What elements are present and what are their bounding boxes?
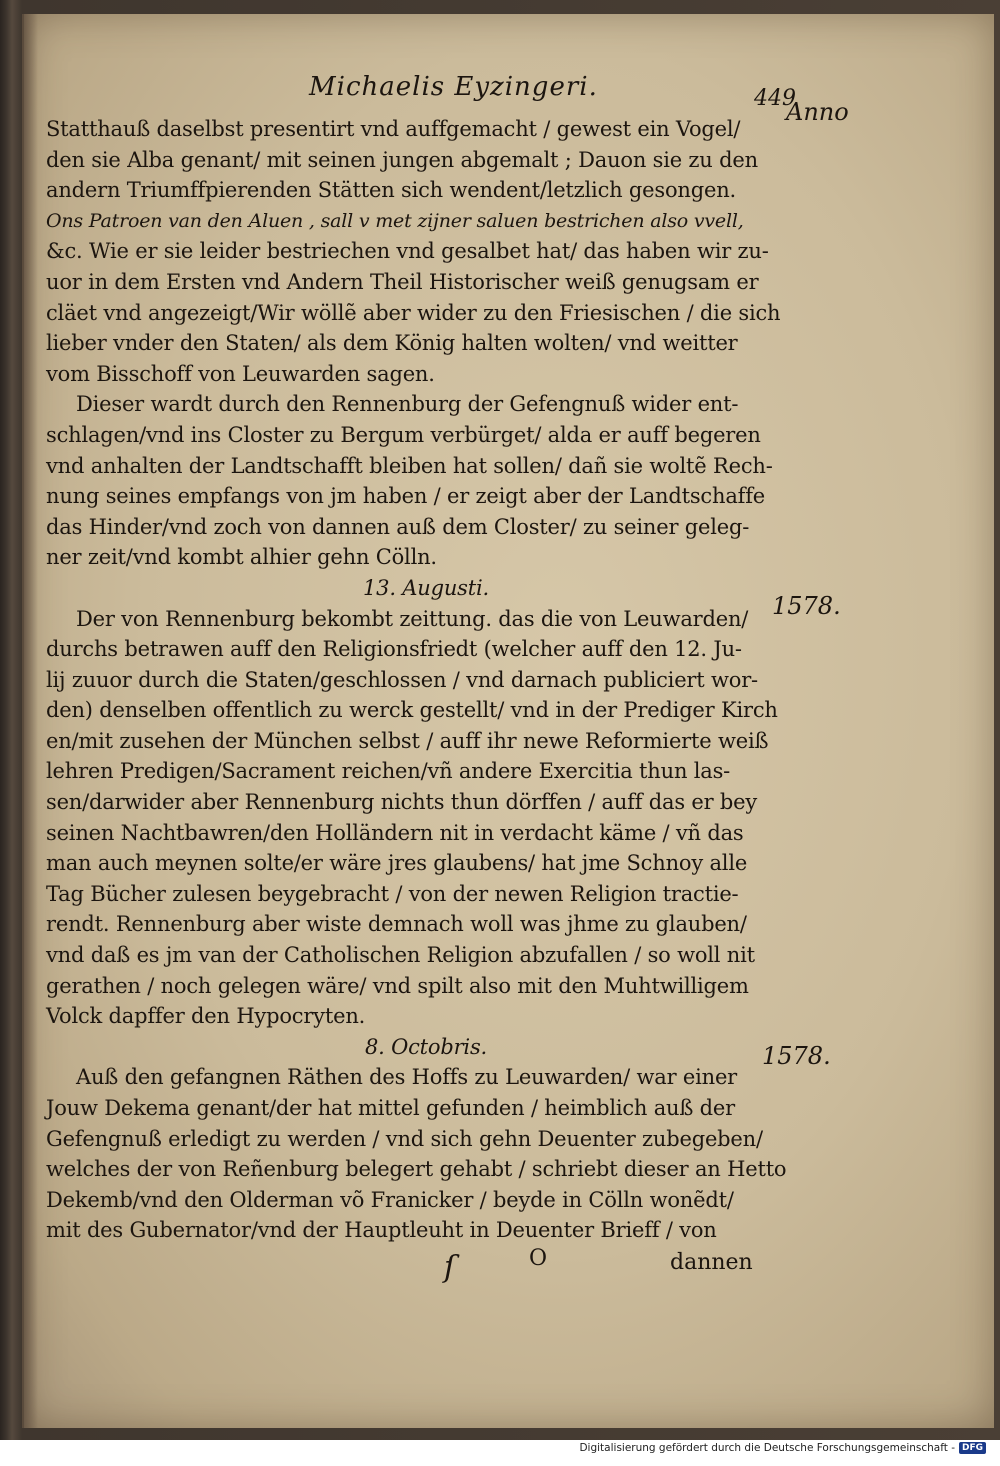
margin-note-year-2: 1578. xyxy=(762,1042,831,1070)
text-line: den sie Alba genant/ mit seinen jungen abgemalt ; Dauon sie zu den xyxy=(46,147,758,172)
text-line: ner zeit/vnd kombt alhier gehn Cölln. xyxy=(46,545,437,570)
ink-mark: ſ xyxy=(444,1250,456,1285)
text-line: lieber vnder den Staten/ als dem König halten wolten/ vnd weitter xyxy=(46,331,738,356)
text-line: lehren Predigen/Sacrament reichen/vñ andere Exercitia thun las- xyxy=(46,759,731,784)
running-head: Michaelis Eyzingeri. xyxy=(309,72,598,102)
text-line: Der von Rennenburg bekombt zeittung. das die von Leuwarden/ xyxy=(76,606,749,631)
text-line: vom Bisschoff von Leuwarden sagen. xyxy=(46,361,435,386)
margin-note-anno: Anno xyxy=(786,98,849,126)
text-line: vnd daß es jm van der Catholischen Religion abzufallen / so woll nit xyxy=(46,943,755,968)
credit-text: Digitalisierung gefördert durch die Deutsche Forschungsgemeinschaft - xyxy=(579,1442,955,1454)
text-line: nung seines empfangs von jm haben / er zeigt aber der Landtschaffe xyxy=(46,484,766,509)
date-heading: 13. Augusti. xyxy=(363,575,489,600)
text-line: en/mit zusehen der München selbst / auff ihr newe Reformierte weiß xyxy=(46,728,769,753)
page-number: 449 xyxy=(754,86,796,111)
text-line: uor in dem Ersten vnd Andern Theil Historischer weiß genugsam er xyxy=(46,269,759,294)
text-line: schlagen/vnd ins Closter zu Bergum verbürget/ alda er auff begeren xyxy=(46,422,761,447)
book-page xyxy=(22,14,994,1428)
text-line: durchs betrawen auff den Religionsfriedt (welcher auff den 12. Ju- xyxy=(46,637,742,662)
text-line: Gefengnuß erledigt zu werden / vnd sich gehn Deuenter zubegeben/ xyxy=(46,1126,763,1151)
dfg-logo: DFG xyxy=(959,1442,986,1454)
text-line: vnd anhalten der Landtschafft bleiben hat sollen/ dañ sie woltẽ Rech- xyxy=(46,453,773,478)
text-line: seinen Nachtbawren/den Holländern nit in verdacht käme / vñ das xyxy=(46,820,744,845)
text-line: sen/darwider aber Rennenburg nichts thun dörffen / auff das er bey xyxy=(46,790,758,815)
text-line: Tag Bücher zulesen beygebracht / von der newen Religion tractie- xyxy=(46,881,739,906)
text-line: lij zuuor durch die Staten/geschlossen / vnd darnach publiciert wor- xyxy=(46,667,758,692)
digitization-credit xyxy=(579,1442,986,1454)
text-line: Auß den gefangnen Räthen des Hoffs zu Leuwarden/ war einer xyxy=(76,1065,738,1090)
text-line: Volck dapffer den Hypocryten. xyxy=(46,1004,366,1029)
body-text xyxy=(46,114,806,1246)
text-line: Statthauß daselbst presentirt vnd auffgemacht / gewest ein Vogel/ xyxy=(46,117,741,141)
text-line: das Hinder/vnd zoch von dannen auß dem Closter/ zu seiner geleg- xyxy=(46,514,750,539)
margin-note-year-1: 1578. xyxy=(772,592,841,620)
signature-mark: O xyxy=(529,1246,548,1271)
date-heading: 8. Octobris. xyxy=(364,1034,488,1059)
page-gutter-shadow xyxy=(24,14,38,1428)
text-line: rendt. Rennenburg aber wiste demnach woll was jhme zu glauben/ xyxy=(46,912,747,937)
text-line: Jouw Dekema genant/der hat mittel gefunden / heimblich auß der xyxy=(46,1096,735,1120)
text-line: gerathen / noch gelegen wäre/ vnd spilt also mit den Muhtwilligem xyxy=(46,973,749,998)
text-line: mit des Gubernator/vnd der Hauptleuht in Deuenter Brieff / von xyxy=(46,1218,717,1243)
text-line-quote: Ons Patroen van den Aluen , sall v met zijner saluen bestrichen also vvell, xyxy=(46,209,744,232)
text-line: man auch meynen solte/er wäre jres glaubens/ hat jme Schnoy alle xyxy=(46,851,748,876)
text-line: welches der von Reñenburg belegert gehabt / schriebt dieser an Hetto xyxy=(46,1157,787,1182)
text-line: &c. Wie er sie leider bestriechen vnd gesalbet hat/ das haben wir zu- xyxy=(46,239,769,264)
text-line: den) denselben offentlich zu werck gestellt/ vnd in der Prediger Kirch xyxy=(46,698,778,723)
text-line: cläet vnd angezeigt/Wir wöllẽ aber wider zu den Friesischen / die sich xyxy=(46,300,781,325)
text-line: Dieser wardt durch den Rennenburg der Gefengnuß wider ent- xyxy=(76,392,739,417)
catchword: dannen xyxy=(670,1250,753,1275)
text-line: Dekemb/vnd den Olderman võ Franicker / beyde in Cölln wonẽdt/ xyxy=(46,1187,734,1212)
text-line: andern Triumffpierenden Stätten sich wendent/letzlich gesongen. xyxy=(46,178,737,203)
